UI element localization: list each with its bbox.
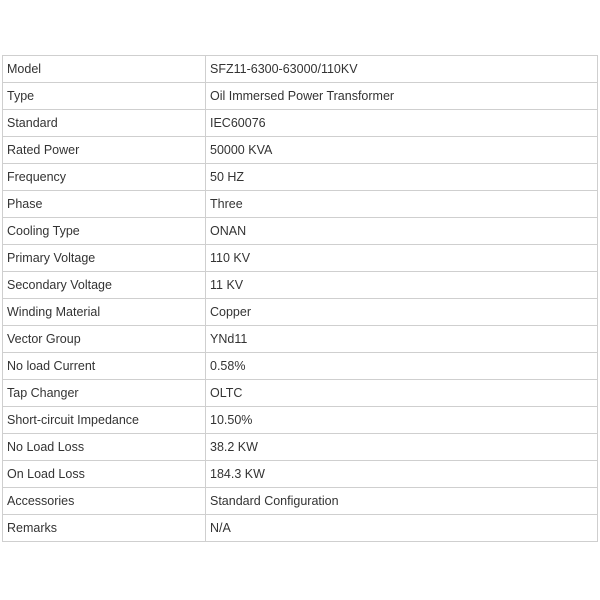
spec-label-frequency: Frequency <box>3 164 206 191</box>
spec-label-no-load-loss: No Load Loss <box>3 434 206 461</box>
spec-label-standard: Standard <box>3 110 206 137</box>
table-row <box>3 164 598 191</box>
spec-table-body <box>3 56 598 542</box>
spec-table <box>2 55 598 542</box>
table-row <box>3 218 598 245</box>
spec-value-vector-group: YNd11 <box>206 326 598 353</box>
spec-value-model: SFZ11-6300-63000/110KV <box>206 56 598 83</box>
spec-value-rated-power: 50000 KVA <box>206 137 598 164</box>
table-row <box>3 461 598 488</box>
spec-label-primary-voltage: Primary Voltage <box>3 245 206 272</box>
spec-value-winding-material: Copper <box>206 299 598 326</box>
spec-label-cooling-type: Cooling Type <box>3 218 206 245</box>
spec-label-no-load-current: No load Current <box>3 353 206 380</box>
spec-value-accessories: Standard Configuration <box>206 488 598 515</box>
spec-label-type: Type <box>3 83 206 110</box>
spec-value-short-circuit-impedance: 10.50% <box>206 407 598 434</box>
spec-label-on-load-loss: On Load Loss <box>3 461 206 488</box>
spec-value-phase: Three <box>206 191 598 218</box>
spec-label-secondary-voltage: Secondary Voltage <box>3 272 206 299</box>
spec-label-short-circuit-impedance: Short-circuit Impedance <box>3 407 206 434</box>
table-row <box>3 245 598 272</box>
spec-value-frequency: 50 HZ <box>206 164 598 191</box>
spec-label-model: Model <box>3 56 206 83</box>
spec-label-phase: Phase <box>3 191 206 218</box>
spec-value-no-load-loss: 38.2 KW <box>206 434 598 461</box>
table-row <box>3 407 598 434</box>
spec-label-vector-group: Vector Group <box>3 326 206 353</box>
spec-value-type: Oil Immersed Power Transformer <box>206 83 598 110</box>
table-row <box>3 191 598 218</box>
spec-label-winding-material: Winding Material <box>3 299 206 326</box>
spec-label-remarks: Remarks <box>3 515 206 542</box>
spec-label-rated-power: Rated Power <box>3 137 206 164</box>
table-row <box>3 83 598 110</box>
spec-value-remarks: N/A <box>206 515 598 542</box>
table-row <box>3 434 598 461</box>
spec-value-secondary-voltage: 11 KV <box>206 272 598 299</box>
spec-value-on-load-loss: 184.3 KW <box>206 461 598 488</box>
spec-value-standard: IEC60076 <box>206 110 598 137</box>
spec-label-tap-changer: Tap Changer <box>3 380 206 407</box>
table-row <box>3 110 598 137</box>
spec-value-cooling-type: ONAN <box>206 218 598 245</box>
spec-value-primary-voltage: 110 KV <box>206 245 598 272</box>
table-row <box>3 353 598 380</box>
spec-value-tap-changer: OLTC <box>206 380 598 407</box>
table-row <box>3 488 598 515</box>
spec-label-accessories: Accessories <box>3 488 206 515</box>
table-row <box>3 56 598 83</box>
table-row <box>3 380 598 407</box>
table-row <box>3 326 598 353</box>
table-row <box>3 515 598 542</box>
table-row <box>3 272 598 299</box>
table-row <box>3 299 598 326</box>
spec-value-no-load-current: 0.58% <box>206 353 598 380</box>
table-row <box>3 137 598 164</box>
